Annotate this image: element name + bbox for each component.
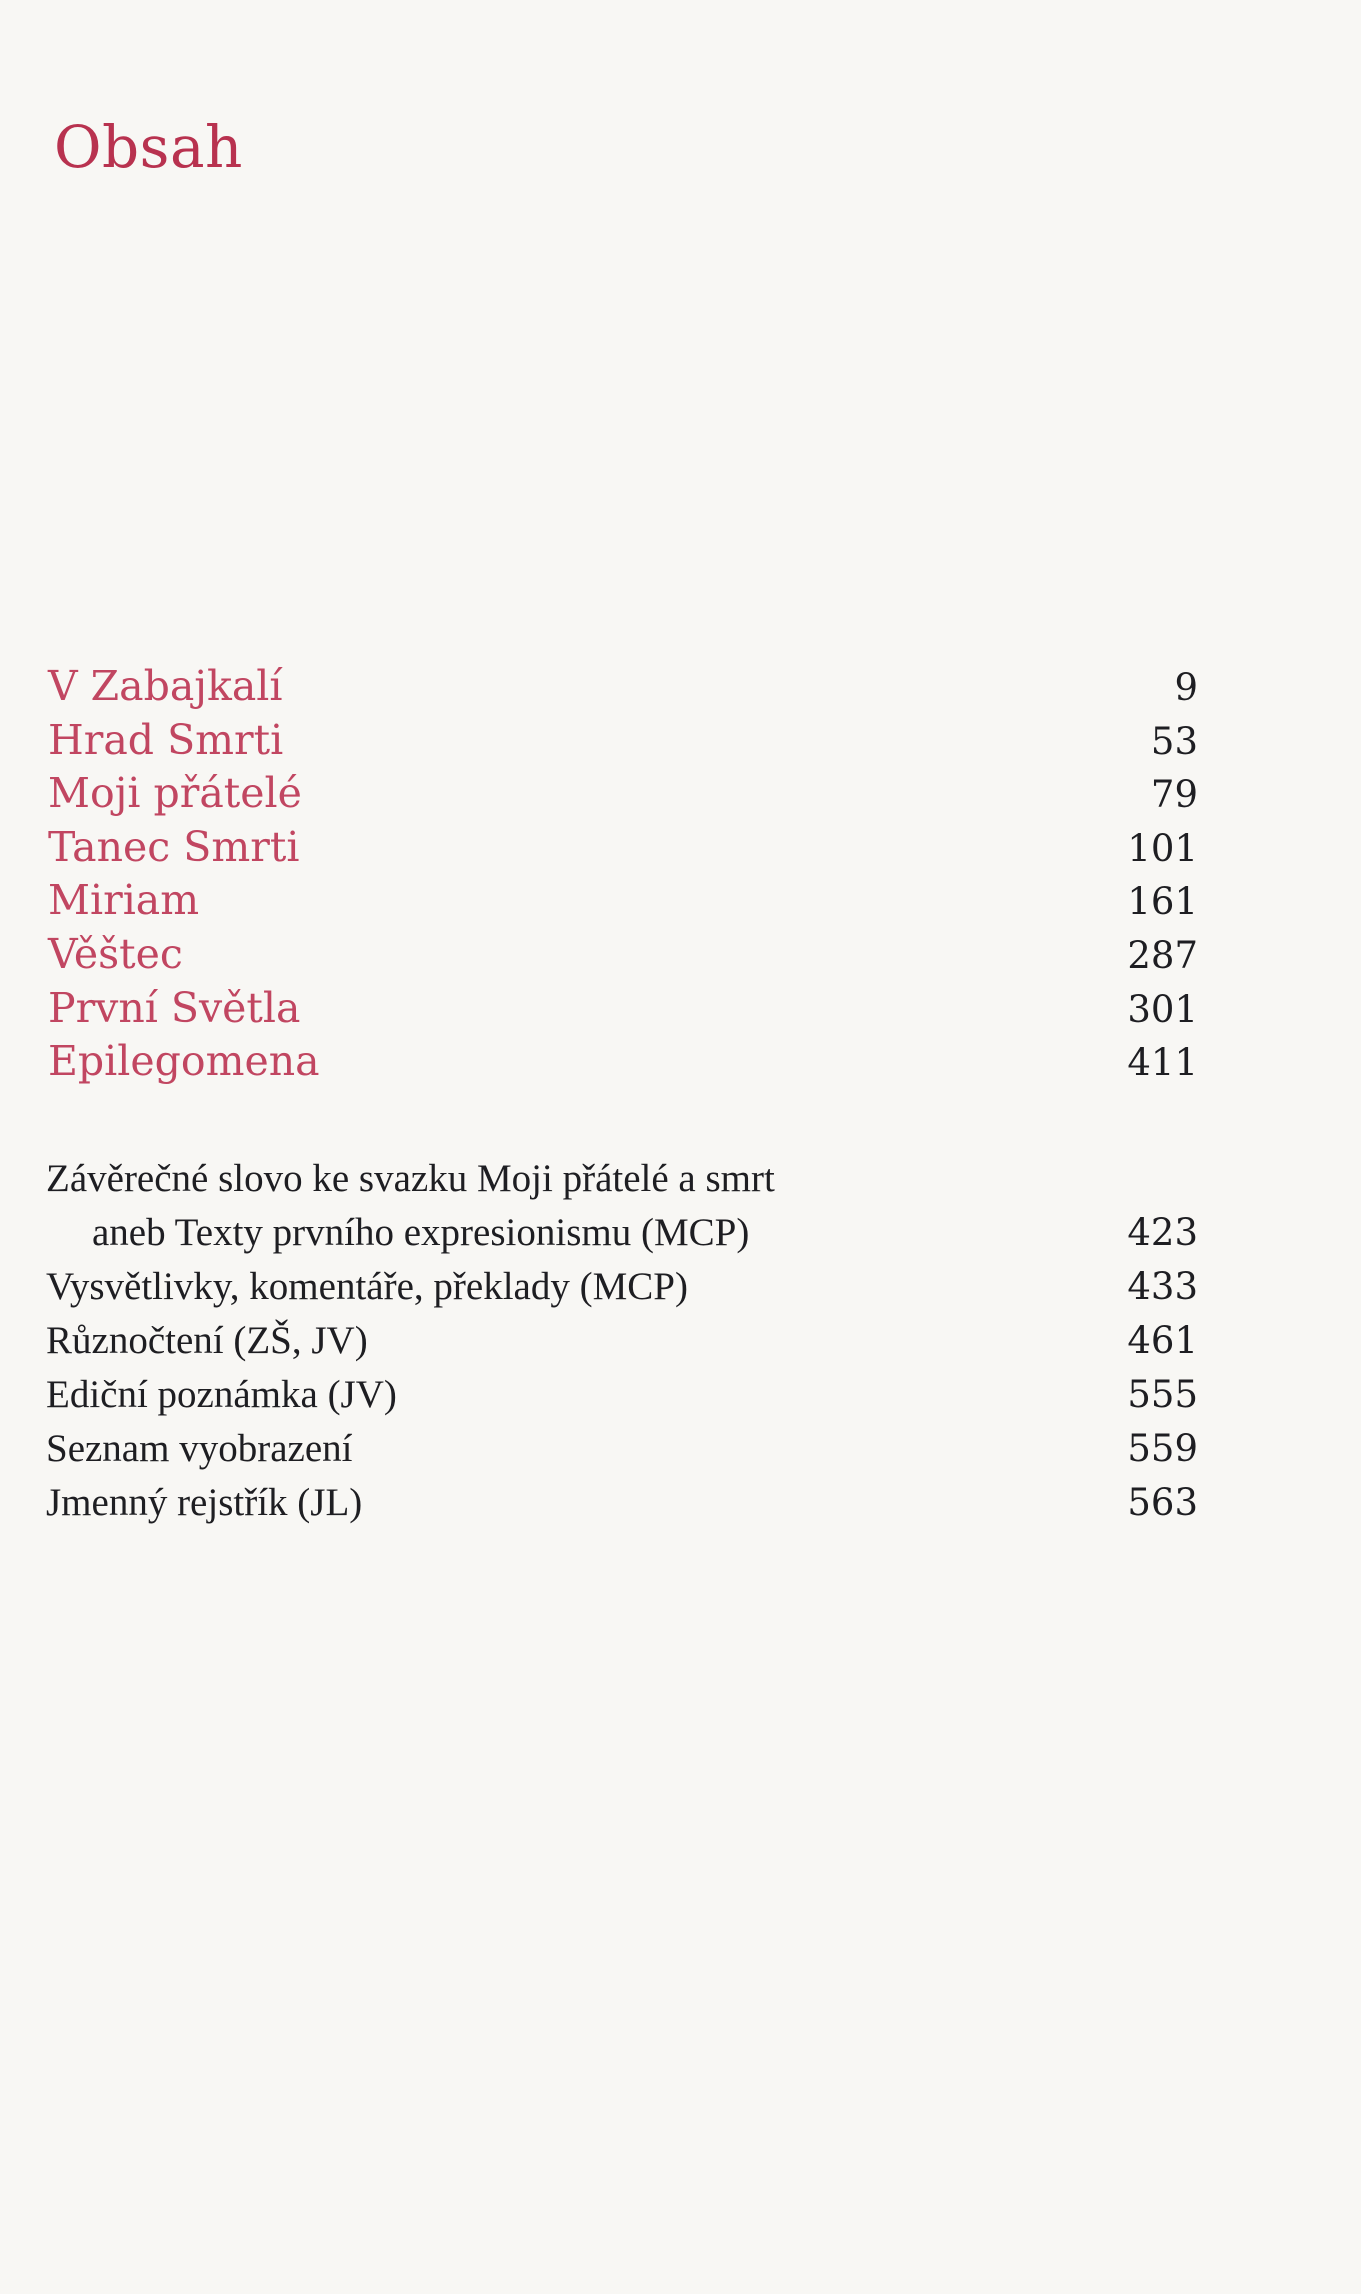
toc-entry-page: 287: [1127, 933, 1198, 977]
toc-entry-page: 161: [1127, 880, 1198, 924]
backmatter-entry[interactable]: [46, 1422, 1198, 1476]
backmatter-list: [46, 1152, 1198, 1530]
toc-entry[interactable]: [48, 874, 1198, 928]
backmatter-entry-page: 461: [1127, 1319, 1198, 1362]
backmatter-entry-title: Ediční poznámka (JV): [46, 1373, 397, 1416]
toc-entry-title: Moji přátelé: [48, 769, 302, 818]
toc-entry[interactable]: [48, 714, 1198, 768]
backmatter-entry-page: 559: [1127, 1427, 1198, 1470]
backmatter-entry[interactable]: [46, 1152, 1198, 1260]
backmatter-entry-page: 433: [1127, 1265, 1198, 1308]
contents-list: [48, 660, 1198, 1089]
toc-entry-title: Hrad Smrti: [48, 715, 284, 764]
toc-entry[interactable]: [48, 982, 1198, 1036]
backmatter-entry-title: Různočtení (ZŠ, JV): [46, 1319, 368, 1362]
backmatter-entry[interactable]: [46, 1314, 1198, 1368]
toc-entry-title: V Zabajkalí: [48, 662, 283, 710]
toc-entry-page: 79: [1150, 773, 1198, 817]
backmatter-entry[interactable]: [46, 1260, 1198, 1314]
backmatter-entry-page: 555: [1127, 1373, 1198, 1416]
backmatter-entry[interactable]: [46, 1476, 1198, 1530]
backmatter-entry[interactable]: [46, 1368, 1198, 1422]
backmatter-entry-title: Vysvětlivky, komentáře, překlady (MCP): [46, 1265, 688, 1308]
toc-entry[interactable]: [48, 660, 1198, 714]
backmatter-entry-subtitle: aneb Texty prvního expresionismu (MCP): [92, 1211, 750, 1254]
toc-entry-title: Tanec Smrti: [48, 822, 300, 871]
toc-entry-title: Miriam: [48, 876, 200, 925]
toc-entry-page: 301: [1127, 987, 1198, 1031]
backmatter-entry-title: Závěrečné slovo ke svazku Moji přátelé a smrt: [46, 1157, 775, 1200]
backmatter-entry-title: Jmenný rejstřík (JL): [46, 1481, 363, 1524]
toc-entry-page: 53: [1150, 719, 1198, 763]
toc-entry-title: Epilegomena: [48, 1037, 320, 1086]
toc-entry-title: Věštec: [48, 929, 183, 978]
toc-entry-page: 9: [1174, 666, 1198, 709]
backmatter-entry-title: Seznam vyobrazení: [46, 1427, 353, 1470]
toc-entry[interactable]: [48, 1035, 1198, 1089]
toc-entry[interactable]: [48, 928, 1198, 982]
backmatter-entry-page: 423: [1127, 1211, 1198, 1254]
toc-entry[interactable]: [48, 767, 1198, 821]
page-title: Obsah: [54, 113, 243, 181]
backmatter-entry-page: 563: [1127, 1481, 1198, 1524]
toc-entry-title: První Světla: [48, 983, 301, 1032]
toc-entry-page: 411: [1127, 1041, 1198, 1085]
toc-entry[interactable]: [48, 821, 1198, 875]
toc-entry-page: 101: [1127, 826, 1198, 870]
